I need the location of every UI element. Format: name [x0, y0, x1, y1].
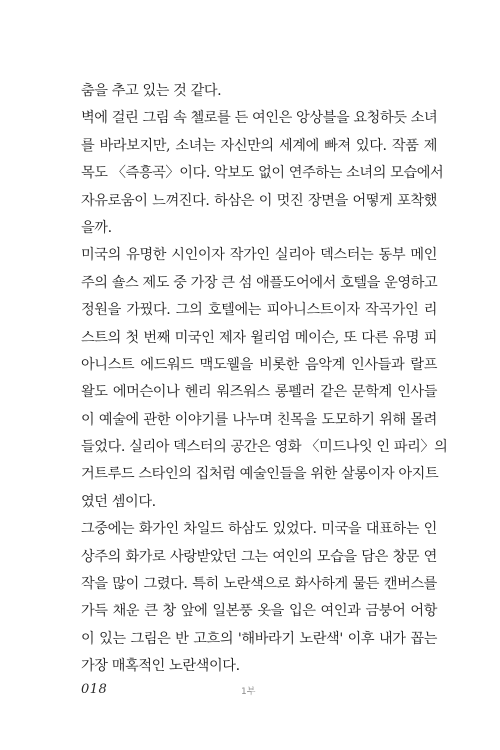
text-line: 그중에는 화가인 차일드 하삼도 있었다. 미국을 대표하는 인	[81, 521, 437, 538]
text-line: 였던 셈이다.	[81, 493, 156, 510]
text-line: 가득 채운 큰 창 앞에 일본풍 옷을 입은 여인과 금붕어 어항	[81, 603, 437, 620]
text-line: 거트루드 스타인의 집처럼 예술인들을 위한 살롱이자 아지트	[81, 466, 439, 483]
text-line: 상주의 화가로 사랑받았던 그는 여인의 모습을 담은 창문 연	[81, 548, 437, 565]
text-line: 목도 〈즉흥곡〉이다. 악보도 없이 연주하는 소녀의 모습에서	[81, 165, 444, 182]
page-number: 018	[81, 682, 108, 697]
text-line: 이 예술에 관한 이야기를 나누며 친목을 도모하기 위해 몰려	[81, 411, 437, 428]
text-line: 미국의 유명한 시인이자 작가인 실리아 덱스터는 동부 메인	[81, 247, 437, 264]
text-line: 아니스트 에드워드 맥도웰을 비롯한 음악계 인사들과 랄프	[81, 356, 437, 373]
text-line: 왈도 에머슨이나 헨리 워즈워스 롱펠러 같은 문학계 인사들	[81, 384, 437, 401]
text-line: 벽에 걸린 그림 속 첼로를 든 여인은 앙상블을 요청하듯 소녀	[81, 110, 438, 127]
text-line: 자유로움이 느껴진다. 하삼은 이 멋진 장면을 어떻게 포착했	[81, 192, 437, 209]
text-line: 춤을 추고 있는 것 같다.	[81, 83, 222, 99]
text-line: 주의 숄스 제도 중 가장 큰 섬 애플도어에서 호텔을 운영하고	[81, 274, 438, 291]
text-line: 을까.	[81, 219, 112, 236]
text-line: 들었다. 실리아 덱스터의 공간은 영화 〈미드나잇 인 파리〉의	[81, 439, 448, 456]
text-line: 를 바라보지만, 소녀는 자신만의 세계에 빠져 있다. 작품 제	[81, 137, 437, 154]
section-marker: 1부	[241, 687, 256, 697]
text-line: 스트의 첫 번째 미국인 제자 윌리엄 메이슨, 또 다른 유명 피	[81, 329, 437, 346]
text-line: 정원을 가꿨다. 그의 호텔에는 피아니스트이자 작곡가인 리	[81, 302, 437, 319]
body-text	[81, 78, 448, 681]
text-line: 작을 많이 그렸다. 특히 노란색으로 화사하게 물든 캔버스를	[81, 576, 437, 593]
text-line: 이 있는 그림은 반 고흐의 '해바라기 노란색' 이후 내가 꼽는	[81, 630, 437, 647]
text-line: 가장 매혹적인 노란색이다.	[81, 658, 240, 675]
